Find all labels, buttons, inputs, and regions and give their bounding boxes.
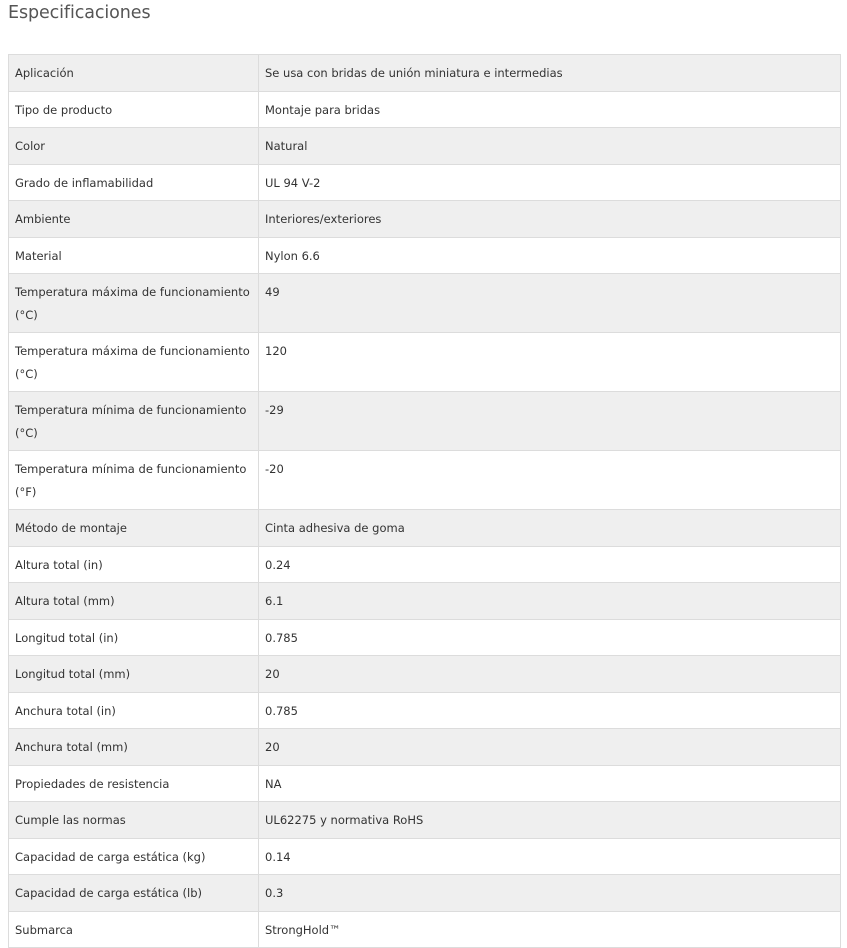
- spec-label: Material: [15, 248, 62, 263]
- spec-label: Anchura total (in): [15, 703, 116, 718]
- table-row: [9, 392, 841, 451]
- spec-value-cell: [259, 237, 841, 274]
- spec-value-cell: [259, 128, 841, 165]
- spec-value-cell: [259, 729, 841, 766]
- spec-value: 6.1: [265, 594, 284, 608]
- spec-label-cell: [9, 274, 259, 333]
- spec-value-cell: [259, 692, 841, 729]
- spec-label-cell: [9, 656, 259, 693]
- table-row: [9, 911, 841, 948]
- table-row: [9, 55, 841, 92]
- table-row: [9, 164, 841, 201]
- spec-label-cell: [9, 729, 259, 766]
- spec-label: Ambiente: [15, 212, 71, 226]
- spec-label: Temperatura máxima de funcionamiento (°C): [15, 285, 250, 322]
- spec-label-cell: [9, 392, 259, 451]
- spec-value-cell: [259, 765, 841, 802]
- spec-label: Temperatura mínima de funcionamiento (°C): [15, 403, 247, 440]
- spec-value: StrongHold™: [265, 922, 341, 937]
- spec-label-cell: [9, 201, 259, 238]
- spec-label-cell: [9, 91, 259, 128]
- section-title: Especificaciones: [8, 3, 151, 23]
- table-row: [9, 619, 841, 656]
- spec-value-cell: [259, 201, 841, 238]
- spec-label: Altura total (mm): [15, 594, 115, 608]
- spec-value: -29: [265, 403, 284, 417]
- spec-value: 0.3: [265, 886, 284, 900]
- spec-value: -20: [265, 462, 284, 476]
- table-row: [9, 875, 841, 912]
- table-row: [9, 546, 841, 583]
- table-row: [9, 765, 841, 802]
- spec-label: Propiedades de resistencia: [15, 776, 170, 791]
- spec-label-cell: [9, 583, 259, 620]
- spec-value-cell: [259, 91, 841, 128]
- spec-label: Temperatura máxima de funcionamiento (°C): [15, 344, 250, 381]
- spec-label: Tipo de producto: [15, 102, 113, 117]
- spec-label: Capacidad de carga estática (lb): [15, 886, 202, 900]
- spec-value: Cinta adhesiva de goma: [265, 521, 405, 535]
- table-row: [9, 91, 841, 128]
- spec-label: Anchura total (mm): [15, 740, 128, 754]
- spec-label-cell: [9, 237, 259, 274]
- spec-value: 0.785: [265, 703, 298, 718]
- spec-label-cell: [9, 619, 259, 656]
- spec-value-cell: [259, 392, 841, 451]
- table-row: [9, 201, 841, 238]
- spec-value: 120: [265, 344, 287, 358]
- spec-label-cell: [9, 451, 259, 510]
- spec-label: Color: [15, 139, 46, 153]
- spec-label-cell: [9, 875, 259, 912]
- table-row: [9, 729, 841, 766]
- spec-label: Aplicación: [15, 66, 74, 80]
- table-row: [9, 838, 841, 875]
- spec-label: Longitud total (in): [15, 630, 119, 645]
- spec-value-cell: [259, 656, 841, 693]
- spec-label-cell: [9, 510, 259, 547]
- spec-label: Longitud total (mm): [15, 667, 131, 681]
- spec-value: 0.785: [265, 630, 298, 645]
- spec-label-cell: [9, 546, 259, 583]
- table-row: [9, 510, 841, 547]
- spec-value-cell: [259, 274, 841, 333]
- table-row: [9, 333, 841, 392]
- spec-label-cell: [9, 128, 259, 165]
- spec-value: Se usa con bridas de unión miniatura e intermedias: [265, 66, 563, 80]
- spec-value: 20: [265, 667, 280, 681]
- spec-label-cell: [9, 802, 259, 839]
- spec-label: Temperatura mínima de funcionamiento (°F): [15, 462, 247, 499]
- spec-label-cell: [9, 333, 259, 392]
- spec-value-cell: [259, 451, 841, 510]
- spec-label: Cumple las normas: [15, 813, 126, 827]
- spec-value-cell: [259, 619, 841, 656]
- spec-label: Submarca: [15, 922, 73, 937]
- table-row: [9, 128, 841, 165]
- spec-label-cell: [9, 911, 259, 948]
- spec-value: 20: [265, 740, 280, 754]
- spec-value: Nylon 6.6: [265, 248, 320, 263]
- spec-value-cell: [259, 802, 841, 839]
- spec-label-cell: [9, 692, 259, 729]
- table-row: [9, 237, 841, 274]
- table-row: [9, 656, 841, 693]
- spec-label-cell: [9, 164, 259, 201]
- table-row: [9, 692, 841, 729]
- spec-value: 0.14: [265, 849, 291, 864]
- table-row: [9, 451, 841, 510]
- spec-value-cell: [259, 911, 841, 948]
- spec-value: 49: [265, 285, 280, 299]
- spec-label-cell: [9, 55, 259, 92]
- spec-label: Grado de inflamabilidad: [15, 175, 154, 190]
- table-row: [9, 583, 841, 620]
- spec-value: Interiores/exteriores: [265, 212, 382, 226]
- spec-label: Método de montaje: [15, 521, 127, 535]
- spec-value: UL 94 V-2: [265, 175, 321, 190]
- spec-label-cell: [9, 765, 259, 802]
- specifications-table: [8, 54, 841, 948]
- spec-value-cell: [259, 55, 841, 92]
- spec-value-cell: [259, 333, 841, 392]
- spec-value: Montaje para bridas: [265, 102, 381, 117]
- table-row: [9, 802, 841, 839]
- spec-label: Capacidad de carga estática (kg): [15, 849, 206, 864]
- spec-value: NA: [265, 776, 282, 791]
- table-row: [9, 274, 841, 333]
- spec-value-cell: [259, 875, 841, 912]
- spec-value-cell: [259, 510, 841, 547]
- spec-value-cell: [259, 583, 841, 620]
- spec-value: Natural: [265, 139, 308, 153]
- spec-value-cell: [259, 164, 841, 201]
- spec-value-cell: [259, 838, 841, 875]
- spec-value: UL62275 y normativa RoHS: [265, 813, 424, 827]
- spec-value-cell: [259, 546, 841, 583]
- spec-label-cell: [9, 838, 259, 875]
- spec-label: Altura total (in): [15, 557, 103, 572]
- spec-value: 0.24: [265, 557, 291, 572]
